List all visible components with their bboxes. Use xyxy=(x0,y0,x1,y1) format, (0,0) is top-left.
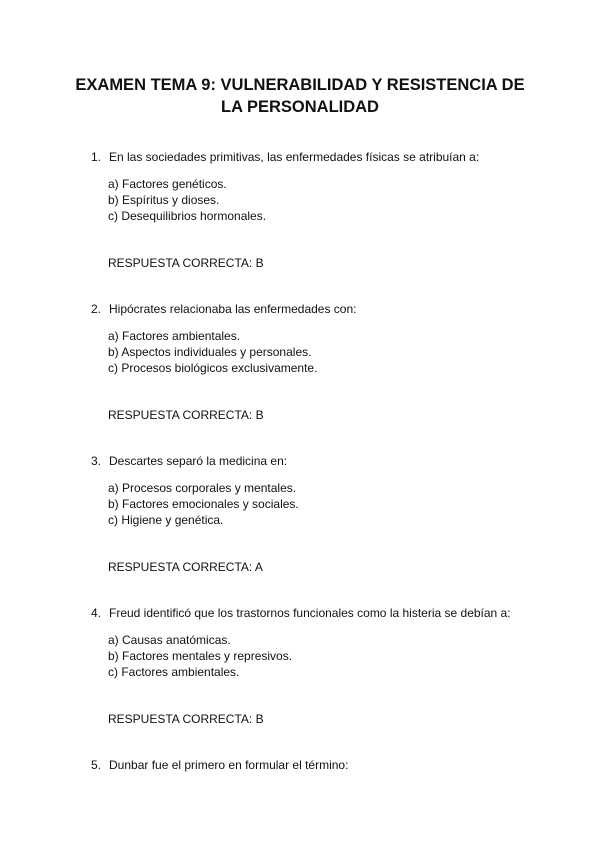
option-b: b) Aspectos individuales y personales. xyxy=(108,345,312,359)
option-c: c) Desequilibrios hormonales. xyxy=(108,209,267,223)
question-prompt: En las sociedades primitivas, las enfermedades físicas se atribuían a: xyxy=(109,150,480,164)
option-c: c) Procesos biológicos exclusivamente. xyxy=(108,361,318,375)
title-line-1: EXAMEN TEMA 9: VULNERABILIDAD Y RESISTENCIA DE xyxy=(75,76,525,94)
question-prompt: Hipócrates relacionaba las enfermedades con: xyxy=(109,302,357,316)
question-text xyxy=(91,606,511,620)
correct-answer: RESPUESTA CORRECTA: B xyxy=(108,408,264,422)
options-list xyxy=(108,632,292,680)
option-b: b) Factores emocionales y sociales. xyxy=(108,497,299,511)
question-text xyxy=(91,150,479,164)
question-number: 2. xyxy=(91,302,102,316)
question-number: 5. xyxy=(91,758,102,772)
option-a: a) Factores genéticos. xyxy=(108,177,227,191)
correct-answer: RESPUESTA CORRECTA: B xyxy=(108,256,264,270)
option-c: c) Factores ambientales. xyxy=(108,665,240,679)
correct-answer: RESPUESTA CORRECTA: B xyxy=(108,712,264,726)
option-b: b) Espíritus y dioses. xyxy=(108,193,220,207)
option-a: a) Causas anatómicas. xyxy=(108,633,231,647)
option-b: b) Factores mentales y represivos. xyxy=(108,649,293,663)
question-prompt: Freud identificó que los trastornos funcionales como la histeria se debían a: xyxy=(109,606,511,620)
question-number: 4. xyxy=(91,606,102,620)
question-text xyxy=(91,758,348,772)
title-line-2: LA PERSONALIDAD xyxy=(221,98,379,116)
question-number: 3. xyxy=(91,454,102,468)
options-list xyxy=(108,328,317,376)
options-list xyxy=(108,480,299,528)
question-text xyxy=(91,454,287,468)
question-number: 1. xyxy=(91,150,102,164)
option-a: a) Procesos corporales y mentales. xyxy=(108,481,297,495)
question-prompt: Descartes separó la medicina en: xyxy=(109,454,288,468)
option-c: c) Higiene y genética. xyxy=(108,513,224,527)
options-list xyxy=(108,176,266,224)
option-a: a) Factores ambientales. xyxy=(108,329,241,343)
page-title xyxy=(0,74,600,118)
correct-answer: RESPUESTA CORRECTA: A xyxy=(108,560,263,574)
question-text xyxy=(91,302,356,316)
question-prompt: Dunbar fue el primero en formular el término: xyxy=(109,758,349,772)
